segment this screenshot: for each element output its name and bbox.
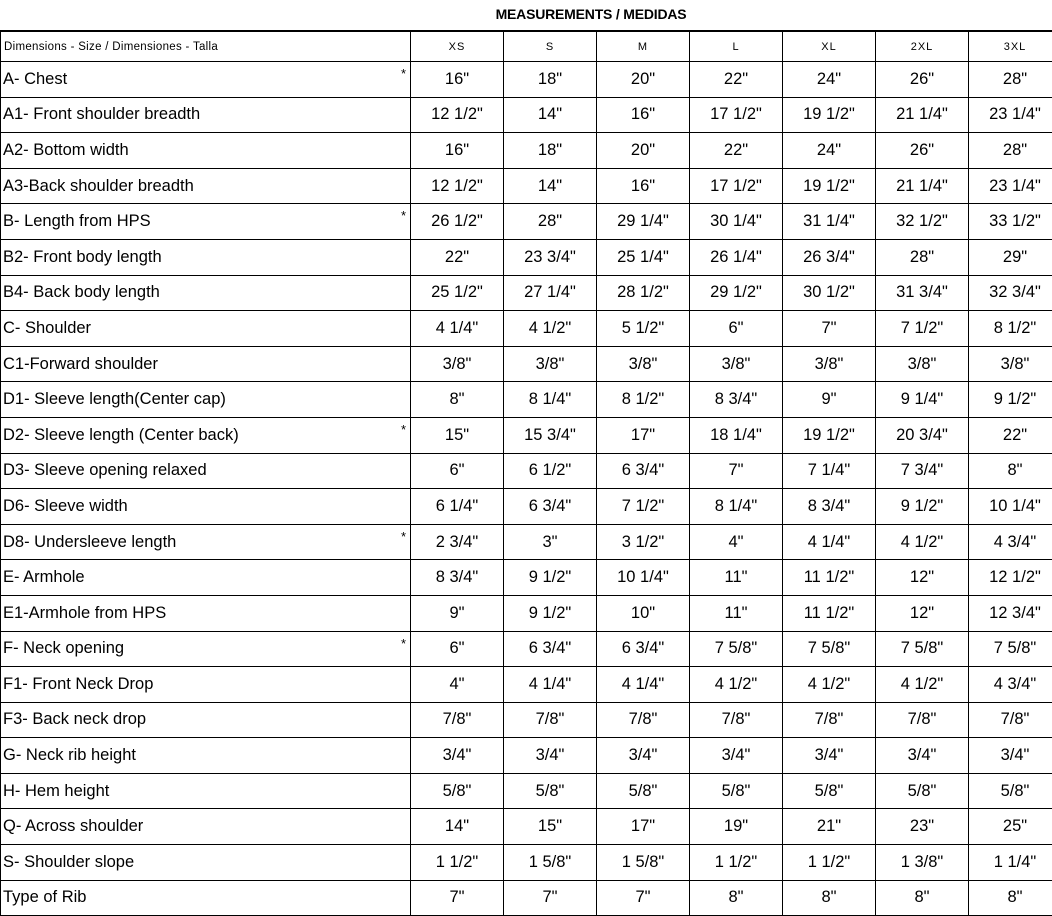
- dimension-label-cell: [1, 738, 411, 774]
- dimension-label-cell: [1, 809, 411, 845]
- measurement-cell: 14": [504, 97, 597, 133]
- measurement-cell: 7": [690, 453, 783, 489]
- dimension-label: D6- Sleeve width: [3, 497, 128, 515]
- measurement-cell: 19 1/2": [783, 417, 876, 453]
- dimension-label-cell: [1, 417, 411, 453]
- measurement-cell: 1 5/8": [597, 845, 690, 881]
- measurement-cell: 16": [597, 168, 690, 204]
- dimension-label: F3- Back neck drop: [3, 710, 146, 728]
- dimension-label: D2- Sleeve length (Center back): [3, 426, 239, 444]
- measurement-cell: 20": [597, 62, 690, 98]
- dimension-label-cell: [1, 275, 411, 311]
- measurement-cell: 7/8": [690, 702, 783, 738]
- measurement-cell: 9 1/2": [504, 560, 597, 596]
- measurement-cell: 28": [969, 62, 1052, 98]
- measurement-cell: 12 1/2": [969, 560, 1052, 596]
- dimension-label-cell: [1, 346, 411, 382]
- dimension-label-cell: [1, 239, 411, 275]
- dimension-label-cell: [1, 489, 411, 525]
- measurement-cell: 8 1/2": [969, 311, 1052, 347]
- measurement-cell: 1 1/2": [411, 845, 504, 881]
- measurement-cell: 8 1/4": [504, 382, 597, 418]
- size-header: 3XL: [969, 32, 1052, 62]
- measurement-cell: 9 1/4": [876, 382, 969, 418]
- measurement-cell: 12 1/2": [411, 97, 504, 133]
- measurement-cell: 20": [597, 133, 690, 169]
- measurement-cell: 23 3/4": [504, 239, 597, 275]
- table-row: [1, 275, 1052, 311]
- size-header: L: [690, 32, 783, 62]
- dimension-label-cell: [1, 595, 411, 631]
- dimension-header: Dimensions - Size / Dimensiones - Talla: [1, 32, 411, 62]
- measurement-cell: 11 1/2": [783, 560, 876, 596]
- measurement-cell: 3/8": [690, 346, 783, 382]
- measurement-cell: 30 1/4": [690, 204, 783, 240]
- measurement-cell: 21 1/4": [876, 97, 969, 133]
- table-row: [1, 738, 1052, 774]
- measurement-cell: 5/8": [411, 773, 504, 809]
- measurement-cell: 8": [969, 880, 1052, 916]
- dimension-label: D1- Sleeve length(Center cap): [3, 390, 226, 408]
- measurement-cell: 3/4": [783, 738, 876, 774]
- dimension-label: D8- Undersleeve length: [3, 533, 176, 551]
- measurement-cell: 5/8": [876, 773, 969, 809]
- table-row: [1, 524, 1052, 560]
- measurement-cell: 15": [411, 417, 504, 453]
- measurement-cell: 8 3/4": [690, 382, 783, 418]
- size-header: 2XL: [876, 32, 969, 62]
- measurement-cell: 22": [969, 417, 1052, 453]
- measurement-cell: 3/4": [504, 738, 597, 774]
- measurement-cell: 3/8": [504, 346, 597, 382]
- dimension-label-cell: [1, 560, 411, 596]
- table-row: [1, 845, 1052, 881]
- measurement-cell: 32 1/2": [876, 204, 969, 240]
- measurement-cell: 7 1/2": [597, 489, 690, 525]
- dimension-label: B4- Back body length: [3, 283, 160, 301]
- measurement-cell: 9": [783, 382, 876, 418]
- dimension-label: S- Shoulder slope: [3, 853, 134, 871]
- measurement-cell: 3/8": [783, 346, 876, 382]
- measurement-cell: 32 3/4": [969, 275, 1052, 311]
- measurement-cell: 3/8": [876, 346, 969, 382]
- measurement-cell: 4 3/4": [969, 667, 1052, 703]
- measurement-cell: 5/8": [969, 773, 1052, 809]
- measurement-cell: 7": [504, 880, 597, 916]
- measurement-cell: 14": [411, 809, 504, 845]
- measurement-cell: 7 5/8": [783, 631, 876, 667]
- dimension-label: D3- Sleeve opening relaxed: [3, 461, 207, 479]
- table-header-row: [1, 32, 1052, 62]
- key-measurement-marker: *: [401, 66, 406, 81]
- measurement-cell: 17 1/2": [690, 168, 783, 204]
- dimension-label-cell: [1, 133, 411, 169]
- measurement-cell: 28": [969, 133, 1052, 169]
- dimension-label: E- Armhole: [3, 568, 85, 586]
- measurement-cell: 7 5/8": [969, 631, 1052, 667]
- measurement-cell: 1 5/8": [504, 845, 597, 881]
- measurement-cell: 12": [876, 595, 969, 631]
- measurement-cell: 7/8": [783, 702, 876, 738]
- dimension-label-cell: [1, 204, 411, 240]
- measurement-cell: 29 1/2": [690, 275, 783, 311]
- measurement-cell: 28 1/2": [597, 275, 690, 311]
- measurement-cell: 11 1/2": [783, 595, 876, 631]
- measurement-cell: 10 1/4": [597, 560, 690, 596]
- measurement-cell: 29": [969, 239, 1052, 275]
- measurement-cell: 8 1/2": [597, 382, 690, 418]
- measurement-cell: 16": [411, 62, 504, 98]
- measurement-cell: 22": [690, 133, 783, 169]
- table-row: [1, 453, 1052, 489]
- measurement-cell: 23 1/4": [969, 168, 1052, 204]
- measurement-cell: 7": [411, 880, 504, 916]
- table-row: [1, 595, 1052, 631]
- measurement-cell: 1 1/2": [783, 845, 876, 881]
- dimension-label-cell: [1, 880, 411, 916]
- measurement-cell: 4 1/2": [876, 524, 969, 560]
- measurement-cell: 4 1/4": [504, 667, 597, 703]
- measurement-cell: 26 1/2": [411, 204, 504, 240]
- measurement-cell: 1 1/2": [690, 845, 783, 881]
- key-measurement-marker: *: [401, 422, 406, 437]
- measurement-cell: 8": [690, 880, 783, 916]
- size-header: XL: [783, 32, 876, 62]
- dimension-label: A- Chest: [3, 70, 67, 88]
- measurement-cell: 26": [876, 133, 969, 169]
- measurement-cell: 16": [597, 97, 690, 133]
- measurement-cell: 7 5/8": [876, 631, 969, 667]
- table-row: [1, 97, 1052, 133]
- table-row: [1, 702, 1052, 738]
- dimension-label: F- Neck opening: [3, 639, 124, 657]
- measurement-cell: 4 1/4": [783, 524, 876, 560]
- dimension-label: H- Hem height: [3, 782, 109, 800]
- dimension-label-cell: [1, 97, 411, 133]
- measurement-cell: 1 1/4": [969, 845, 1052, 881]
- table-row: [1, 489, 1052, 525]
- measurement-cell: 20 3/4": [876, 417, 969, 453]
- size-header: XS: [411, 32, 504, 62]
- key-measurement-marker: *: [401, 529, 406, 544]
- measurement-cell: 3/8": [597, 346, 690, 382]
- measurement-cell: 24": [783, 62, 876, 98]
- dimension-label-cell: [1, 524, 411, 560]
- measurement-cell: 3/4": [411, 738, 504, 774]
- dimension-label-cell: [1, 631, 411, 667]
- measurement-cell: 19 1/2": [783, 168, 876, 204]
- measurement-cell: 2 3/4": [411, 524, 504, 560]
- measurement-cell: 3/8": [411, 346, 504, 382]
- measurement-cell: 25 1/4": [597, 239, 690, 275]
- measurement-cell: 8 3/4": [411, 560, 504, 596]
- measurement-cell: 7 1/2": [876, 311, 969, 347]
- measurement-cell: 15": [504, 809, 597, 845]
- measurement-cell: 7": [783, 311, 876, 347]
- measurement-cell: 22": [411, 239, 504, 275]
- measurement-cell: 10 1/4": [969, 489, 1052, 525]
- measurement-cell: 17": [597, 417, 690, 453]
- measurement-cell: 7/8": [411, 702, 504, 738]
- measurement-cell: 4 1/4": [597, 667, 690, 703]
- measurement-cell: 12": [876, 560, 969, 596]
- measurement-cell: 28": [876, 239, 969, 275]
- measurement-cell: 7/8": [876, 702, 969, 738]
- measurement-cell: 31 1/4": [783, 204, 876, 240]
- measurement-cell: 23 1/4": [969, 97, 1052, 133]
- table-row: [1, 809, 1052, 845]
- measurement-cell: 4 1/2": [876, 667, 969, 703]
- measurement-cell: 19 1/2": [783, 97, 876, 133]
- dimension-label: G- Neck rib height: [3, 746, 136, 764]
- measurement-cell: 4 1/4": [411, 311, 504, 347]
- measurement-cell: 25": [969, 809, 1052, 845]
- measurement-cell: 7 1/4": [783, 453, 876, 489]
- measurement-cell: 23": [876, 809, 969, 845]
- measurement-cell: 14": [504, 168, 597, 204]
- dimension-label-cell: [1, 667, 411, 703]
- table-row: [1, 62, 1052, 98]
- measurement-cell: 33 1/2": [969, 204, 1052, 240]
- table-row: [1, 168, 1052, 204]
- measurement-cell: 3/8": [969, 346, 1052, 382]
- measurement-cell: 3/4": [876, 738, 969, 774]
- measurement-cell: 7 3/4": [876, 453, 969, 489]
- dimension-label: Q- Across shoulder: [3, 817, 143, 835]
- dimension-label: F1- Front Neck Drop: [3, 675, 153, 693]
- measurement-cell: 7 5/8": [690, 631, 783, 667]
- measurement-cell: 15 3/4": [504, 417, 597, 453]
- measurement-cell: 6 3/4": [504, 489, 597, 525]
- measurement-cell: 17 1/2": [690, 97, 783, 133]
- dimension-label: Type of Rib: [3, 888, 86, 906]
- measurement-cell: 3/4": [969, 738, 1052, 774]
- dimension-label: C1-Forward shoulder: [3, 355, 158, 373]
- measurement-cell: 9 1/2": [969, 382, 1052, 418]
- measurement-cell: 28": [504, 204, 597, 240]
- measurement-cell: 26 1/4": [690, 239, 783, 275]
- key-measurement-marker: *: [401, 636, 406, 651]
- measurement-cell: 30 1/2": [783, 275, 876, 311]
- measurement-cell: 6": [411, 631, 504, 667]
- measurement-cell: 26": [876, 62, 969, 98]
- dimension-label-cell: [1, 845, 411, 881]
- measurement-cell: 4 1/2": [783, 667, 876, 703]
- measurement-cell: 6": [411, 453, 504, 489]
- dimension-label: B2- Front body length: [3, 248, 162, 266]
- measurement-cell: 18": [504, 62, 597, 98]
- measurement-cell: 22": [690, 62, 783, 98]
- measurement-cell: 6 1/4": [411, 489, 504, 525]
- measurement-cell: 11": [690, 560, 783, 596]
- measurement-cell: 8": [876, 880, 969, 916]
- measurement-cell: 3": [504, 524, 597, 560]
- measurement-cell: 8 1/4": [690, 489, 783, 525]
- table-row: [1, 667, 1052, 703]
- measurement-cell: 10": [597, 595, 690, 631]
- measurement-cell: 6": [690, 311, 783, 347]
- measurement-cell: 6 3/4": [504, 631, 597, 667]
- table-row: [1, 311, 1052, 347]
- measurement-cell: 3/4": [597, 738, 690, 774]
- measurement-cell: 18": [504, 133, 597, 169]
- measurement-cell: 9 1/2": [504, 595, 597, 631]
- table-row: [1, 560, 1052, 596]
- dimension-label-cell: [1, 311, 411, 347]
- measurement-cell: 5/8": [690, 773, 783, 809]
- measurement-cell: 11": [690, 595, 783, 631]
- size-header: S: [504, 32, 597, 62]
- measurement-cell: 8": [969, 453, 1052, 489]
- table-row: [1, 773, 1052, 809]
- measurement-cell: 16": [411, 133, 504, 169]
- measurement-cell: 7/8": [969, 702, 1052, 738]
- measurement-cell: 4 3/4": [969, 524, 1052, 560]
- page-title: MEASUREMENTS / MEDIDAS: [0, 0, 1052, 30]
- measurement-cell: 6 3/4": [597, 453, 690, 489]
- dimension-label-cell: [1, 702, 411, 738]
- table-row: [1, 204, 1052, 240]
- dimension-label-cell: [1, 168, 411, 204]
- measurement-cell: 9 1/2": [876, 489, 969, 525]
- table-row: [1, 880, 1052, 916]
- measurement-cell: 4": [690, 524, 783, 560]
- dimension-label: A3-Back shoulder breadth: [3, 177, 194, 195]
- measurement-cell: 17": [597, 809, 690, 845]
- dimension-label-cell: [1, 453, 411, 489]
- measurement-cell: 7": [597, 880, 690, 916]
- measurement-cell: 1 3/8": [876, 845, 969, 881]
- measurement-cell: 7/8": [597, 702, 690, 738]
- measurement-cell: 4 1/2": [690, 667, 783, 703]
- table-row: [1, 133, 1052, 169]
- measurement-cell: 8 3/4": [783, 489, 876, 525]
- measurement-cell: 6 3/4": [597, 631, 690, 667]
- measurement-cell: 27 1/4": [504, 275, 597, 311]
- table-row: [1, 631, 1052, 667]
- measurement-cell: 18 1/4": [690, 417, 783, 453]
- table-row: [1, 382, 1052, 418]
- dimension-label: A1- Front shoulder breadth: [3, 105, 200, 123]
- dimension-label: A2- Bottom width: [3, 141, 129, 159]
- measurement-cell: 24": [783, 133, 876, 169]
- measurement-cell: 25 1/2": [411, 275, 504, 311]
- measurement-cell: 5/8": [783, 773, 876, 809]
- measurement-cell: 7/8": [504, 702, 597, 738]
- measurement-cell: 21 1/4": [876, 168, 969, 204]
- measurement-cell: 4": [411, 667, 504, 703]
- measurement-cell: 6 1/2": [504, 453, 597, 489]
- key-measurement-marker: *: [401, 208, 406, 223]
- measurement-cell: 29 1/4": [597, 204, 690, 240]
- measurement-cell: 19": [690, 809, 783, 845]
- measurement-cell: 8": [783, 880, 876, 916]
- table-row: [1, 239, 1052, 275]
- measurement-cell: 12 3/4": [969, 595, 1052, 631]
- dimension-label-cell: [1, 773, 411, 809]
- measurement-cell: 5 1/2": [597, 311, 690, 347]
- measurement-cell: 12 1/2": [411, 168, 504, 204]
- dimension-label-cell: [1, 382, 411, 418]
- table-row: [1, 417, 1052, 453]
- dimension-label: C- Shoulder: [3, 319, 91, 337]
- dimension-label: B- Length from HPS: [3, 212, 151, 230]
- measurement-cell: 4 1/2": [504, 311, 597, 347]
- measurement-cell: 31 3/4": [876, 275, 969, 311]
- measurement-cell: 5/8": [504, 773, 597, 809]
- measurement-cell: 9": [411, 595, 504, 631]
- dimension-label: E1-Armhole from HPS: [3, 604, 166, 622]
- measurements-table: [0, 31, 1052, 916]
- dimension-label-cell: [1, 62, 411, 98]
- table-row: [1, 346, 1052, 382]
- measurement-cell: 3/4": [690, 738, 783, 774]
- measurement-cell: 8": [411, 382, 504, 418]
- measurement-cell: 26 3/4": [783, 239, 876, 275]
- measurement-cell: 5/8": [597, 773, 690, 809]
- measurement-cell: 3 1/2": [597, 524, 690, 560]
- measurement-cell: 21": [783, 809, 876, 845]
- size-header: M: [597, 32, 690, 62]
